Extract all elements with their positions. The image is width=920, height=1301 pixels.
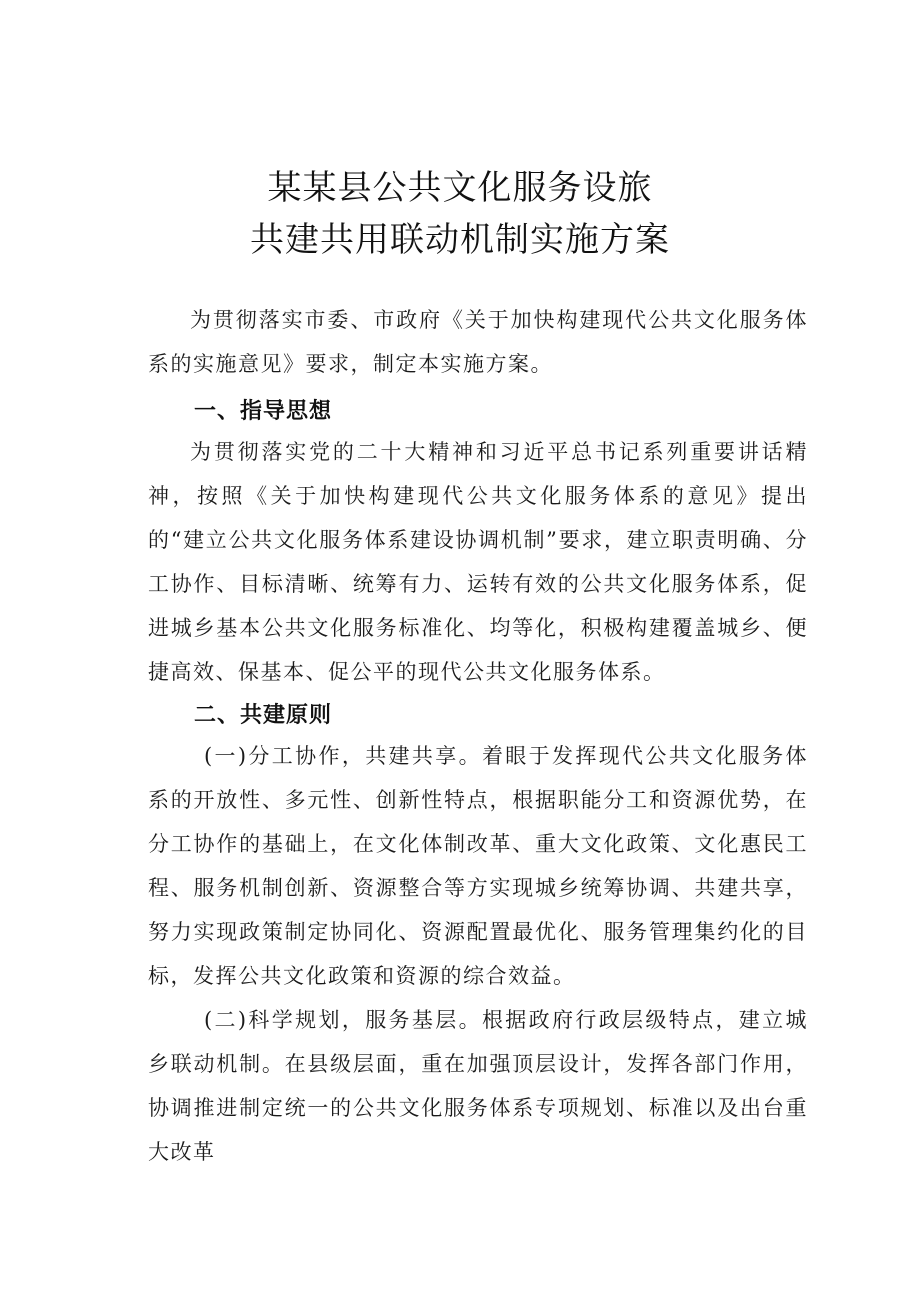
section-heading-construction-principles: 二、共建原则 xyxy=(194,703,333,728)
guiding-ideology-paragraph: 为贯彻落实党的二十大精神和习近平总书记系列重要讲话精神，按照《关于加快构建现代公共文化服务体系的意见》提出的“建立公共文化服务体系建设协调机制”要求，建立职责明确、分工协作、目标清晰、统筹有力、运转有效的公共文化服务体系，促进城乡基本公共文化服务标准化、均等化，积极构建覆盖城乡、便捷高效、保基本、促公平的现代公共文化服务体系。 xyxy=(148,440,808,684)
intro-paragraph: 为贯彻落实市委、市政府《关于加快构建现代公共文化服务体系的实施意见》要求，制定本实施方案。 xyxy=(148,308,808,376)
principle-item-1-paragraph: (一)分工协作，共建共享。着眼于发挥现代公共文化服务体系的开放性、多元性、创新性特点，根据职能分工和资源优势，在分工协作的基础上，在文化体制改革、重大文化政策、文化惠民工程、服务机制创新、资源整合等方实现城乡统筹协调、共建共享，努力实现政策制定协同化、资源配置最优化、服务管理集约化的目标，发挥公共文化政策和资源的综合效益。 xyxy=(148,744,808,988)
document-title-line-1: 某某县公共文化服务设旅 xyxy=(267,168,653,208)
document-title-line-2: 共建共用联动机制实施方案 xyxy=(250,220,670,260)
section-heading-guiding-ideology: 一、指导思想 xyxy=(194,399,333,424)
principle-item-2-paragraph: (二)科学规划，服务基层。根据政府行政层级特点，建立城乡联动机制。在县级层面，重在加强顶层设计，发挥各部门作用，协调推进制定统一的公共文化服务体系专项规划、标准以及出台重大改革 xyxy=(148,1008,808,1164)
